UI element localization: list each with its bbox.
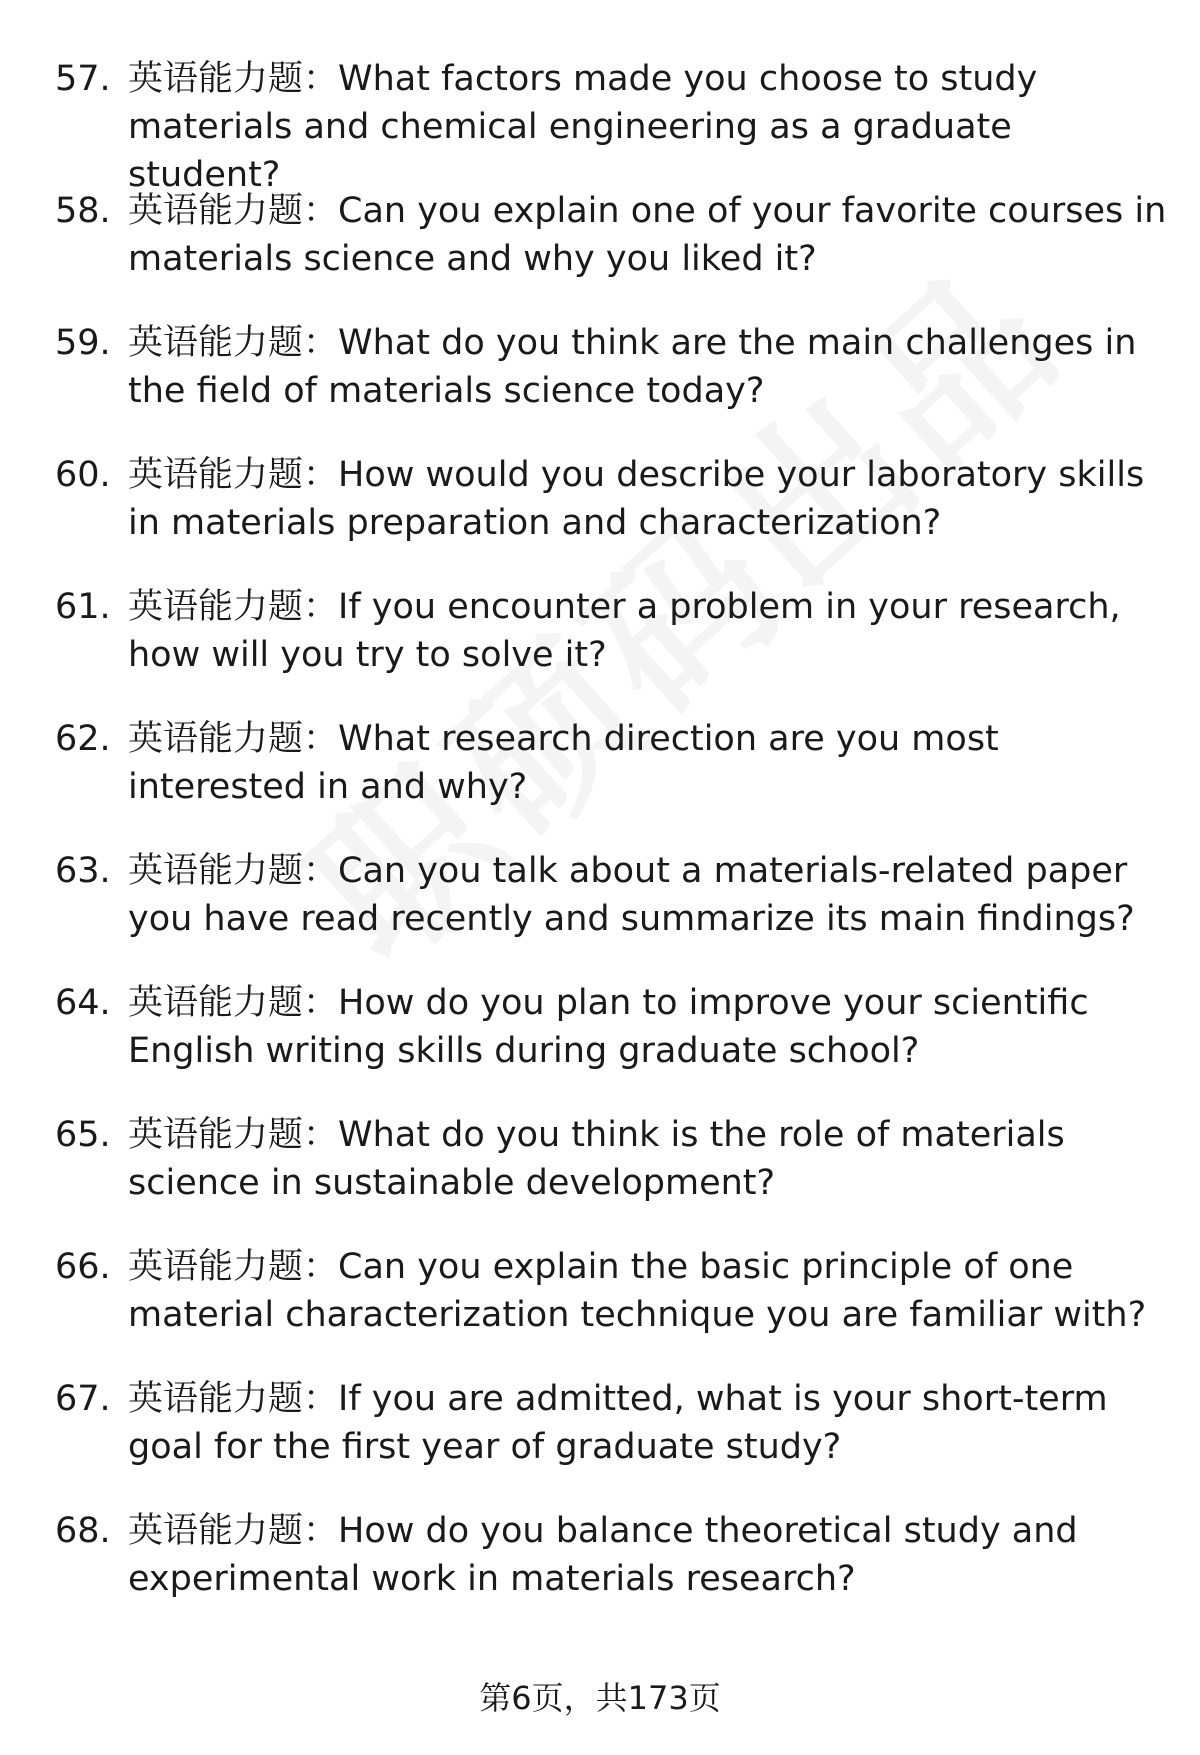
question-tag: 英语能力题： bbox=[128, 455, 339, 495]
question-number: 58. bbox=[55, 191, 111, 231]
question-body: Can you talk about a materials-related paper you have read recently and summarize its main findings? bbox=[128, 851, 1135, 939]
question-body: How would you describe your laboratory skills in materials preparation and characterization? bbox=[128, 455, 1145, 543]
question-text bbox=[128, 1243, 1168, 1339]
question-text bbox=[128, 451, 1168, 547]
question-number: 63. bbox=[55, 851, 111, 891]
question-item bbox=[0, 715, 1200, 847]
question-text bbox=[128, 979, 1168, 1075]
question-text bbox=[128, 1111, 1168, 1207]
question-item bbox=[0, 1375, 1200, 1507]
question-body: Can you explain the basic principle of one material characterization technique you are familiar with? bbox=[128, 1247, 1147, 1335]
question-item bbox=[0, 1111, 1200, 1243]
question-body: What do you think are the main challenges in the field of materials science today? bbox=[128, 323, 1137, 411]
question-tag: 英语能力题： bbox=[128, 59, 339, 99]
question-body: If you encounter a problem in your research, how will you try to solve it? bbox=[128, 587, 1121, 675]
question-tag: 英语能力题： bbox=[128, 983, 339, 1023]
page-number-label: 第6页，共173页 bbox=[479, 1679, 721, 1717]
question-tag: 英语能力题： bbox=[128, 1247, 339, 1287]
question-body: Can you explain one of your favorite courses in materials science and why you liked it? bbox=[128, 191, 1167, 279]
question-body: What factors made you choose to study materials and chemical engineering as a graduate student? bbox=[128, 59, 1038, 195]
question-tag: 英语能力题： bbox=[128, 191, 339, 231]
page-footer bbox=[0, 1678, 1200, 1718]
question-text bbox=[128, 1507, 1168, 1603]
question-item bbox=[0, 187, 1200, 319]
question-tag: 英语能力题： bbox=[128, 1115, 339, 1155]
question-tag: 英语能力题： bbox=[128, 1379, 339, 1419]
question-body: How do you balance theoretical study and experimental work in materials research? bbox=[128, 1511, 1078, 1599]
question-number: 67. bbox=[55, 1379, 111, 1419]
question-body: What research direction are you most interested in and why? bbox=[128, 719, 999, 807]
question-text bbox=[128, 187, 1168, 283]
question-body: What do you think is the role of materials science in sustainable development? bbox=[128, 1115, 1065, 1203]
question-text bbox=[128, 715, 1168, 811]
question-tag: 英语能力题： bbox=[128, 719, 339, 759]
question-item bbox=[0, 979, 1200, 1111]
question-tag: 英语能力题： bbox=[128, 851, 339, 891]
question-list bbox=[0, 55, 1200, 1639]
question-body: If you are admitted, what is your short-term goal for the first year of graduate study? bbox=[128, 1379, 1108, 1467]
question-tag: 英语能力题： bbox=[128, 323, 339, 363]
question-tag: 英语能力题： bbox=[128, 587, 339, 627]
question-number: 61. bbox=[55, 587, 111, 627]
question-item bbox=[0, 583, 1200, 715]
question-text bbox=[128, 55, 1168, 199]
question-tag: 英语能力题： bbox=[128, 1511, 339, 1551]
question-number: 57. bbox=[55, 59, 111, 99]
question-number: 60. bbox=[55, 455, 111, 495]
question-item bbox=[0, 847, 1200, 979]
question-number: 66. bbox=[55, 1247, 111, 1287]
question-item bbox=[0, 1507, 1200, 1639]
question-text bbox=[128, 319, 1168, 415]
question-number: 62. bbox=[55, 719, 111, 759]
question-number: 64. bbox=[55, 983, 111, 1023]
question-text bbox=[128, 847, 1168, 943]
question-number: 59. bbox=[55, 323, 111, 363]
question-item bbox=[0, 1243, 1200, 1375]
question-item bbox=[0, 55, 1200, 195]
question-number: 68. bbox=[55, 1511, 111, 1551]
question-body: How do you plan to improve your scientific English writing skills during graduate school? bbox=[128, 983, 1089, 1071]
question-number: 65. bbox=[55, 1115, 111, 1155]
question-text bbox=[128, 583, 1168, 679]
question-item bbox=[0, 451, 1200, 583]
question-item bbox=[0, 319, 1200, 451]
question-text bbox=[128, 1375, 1168, 1471]
